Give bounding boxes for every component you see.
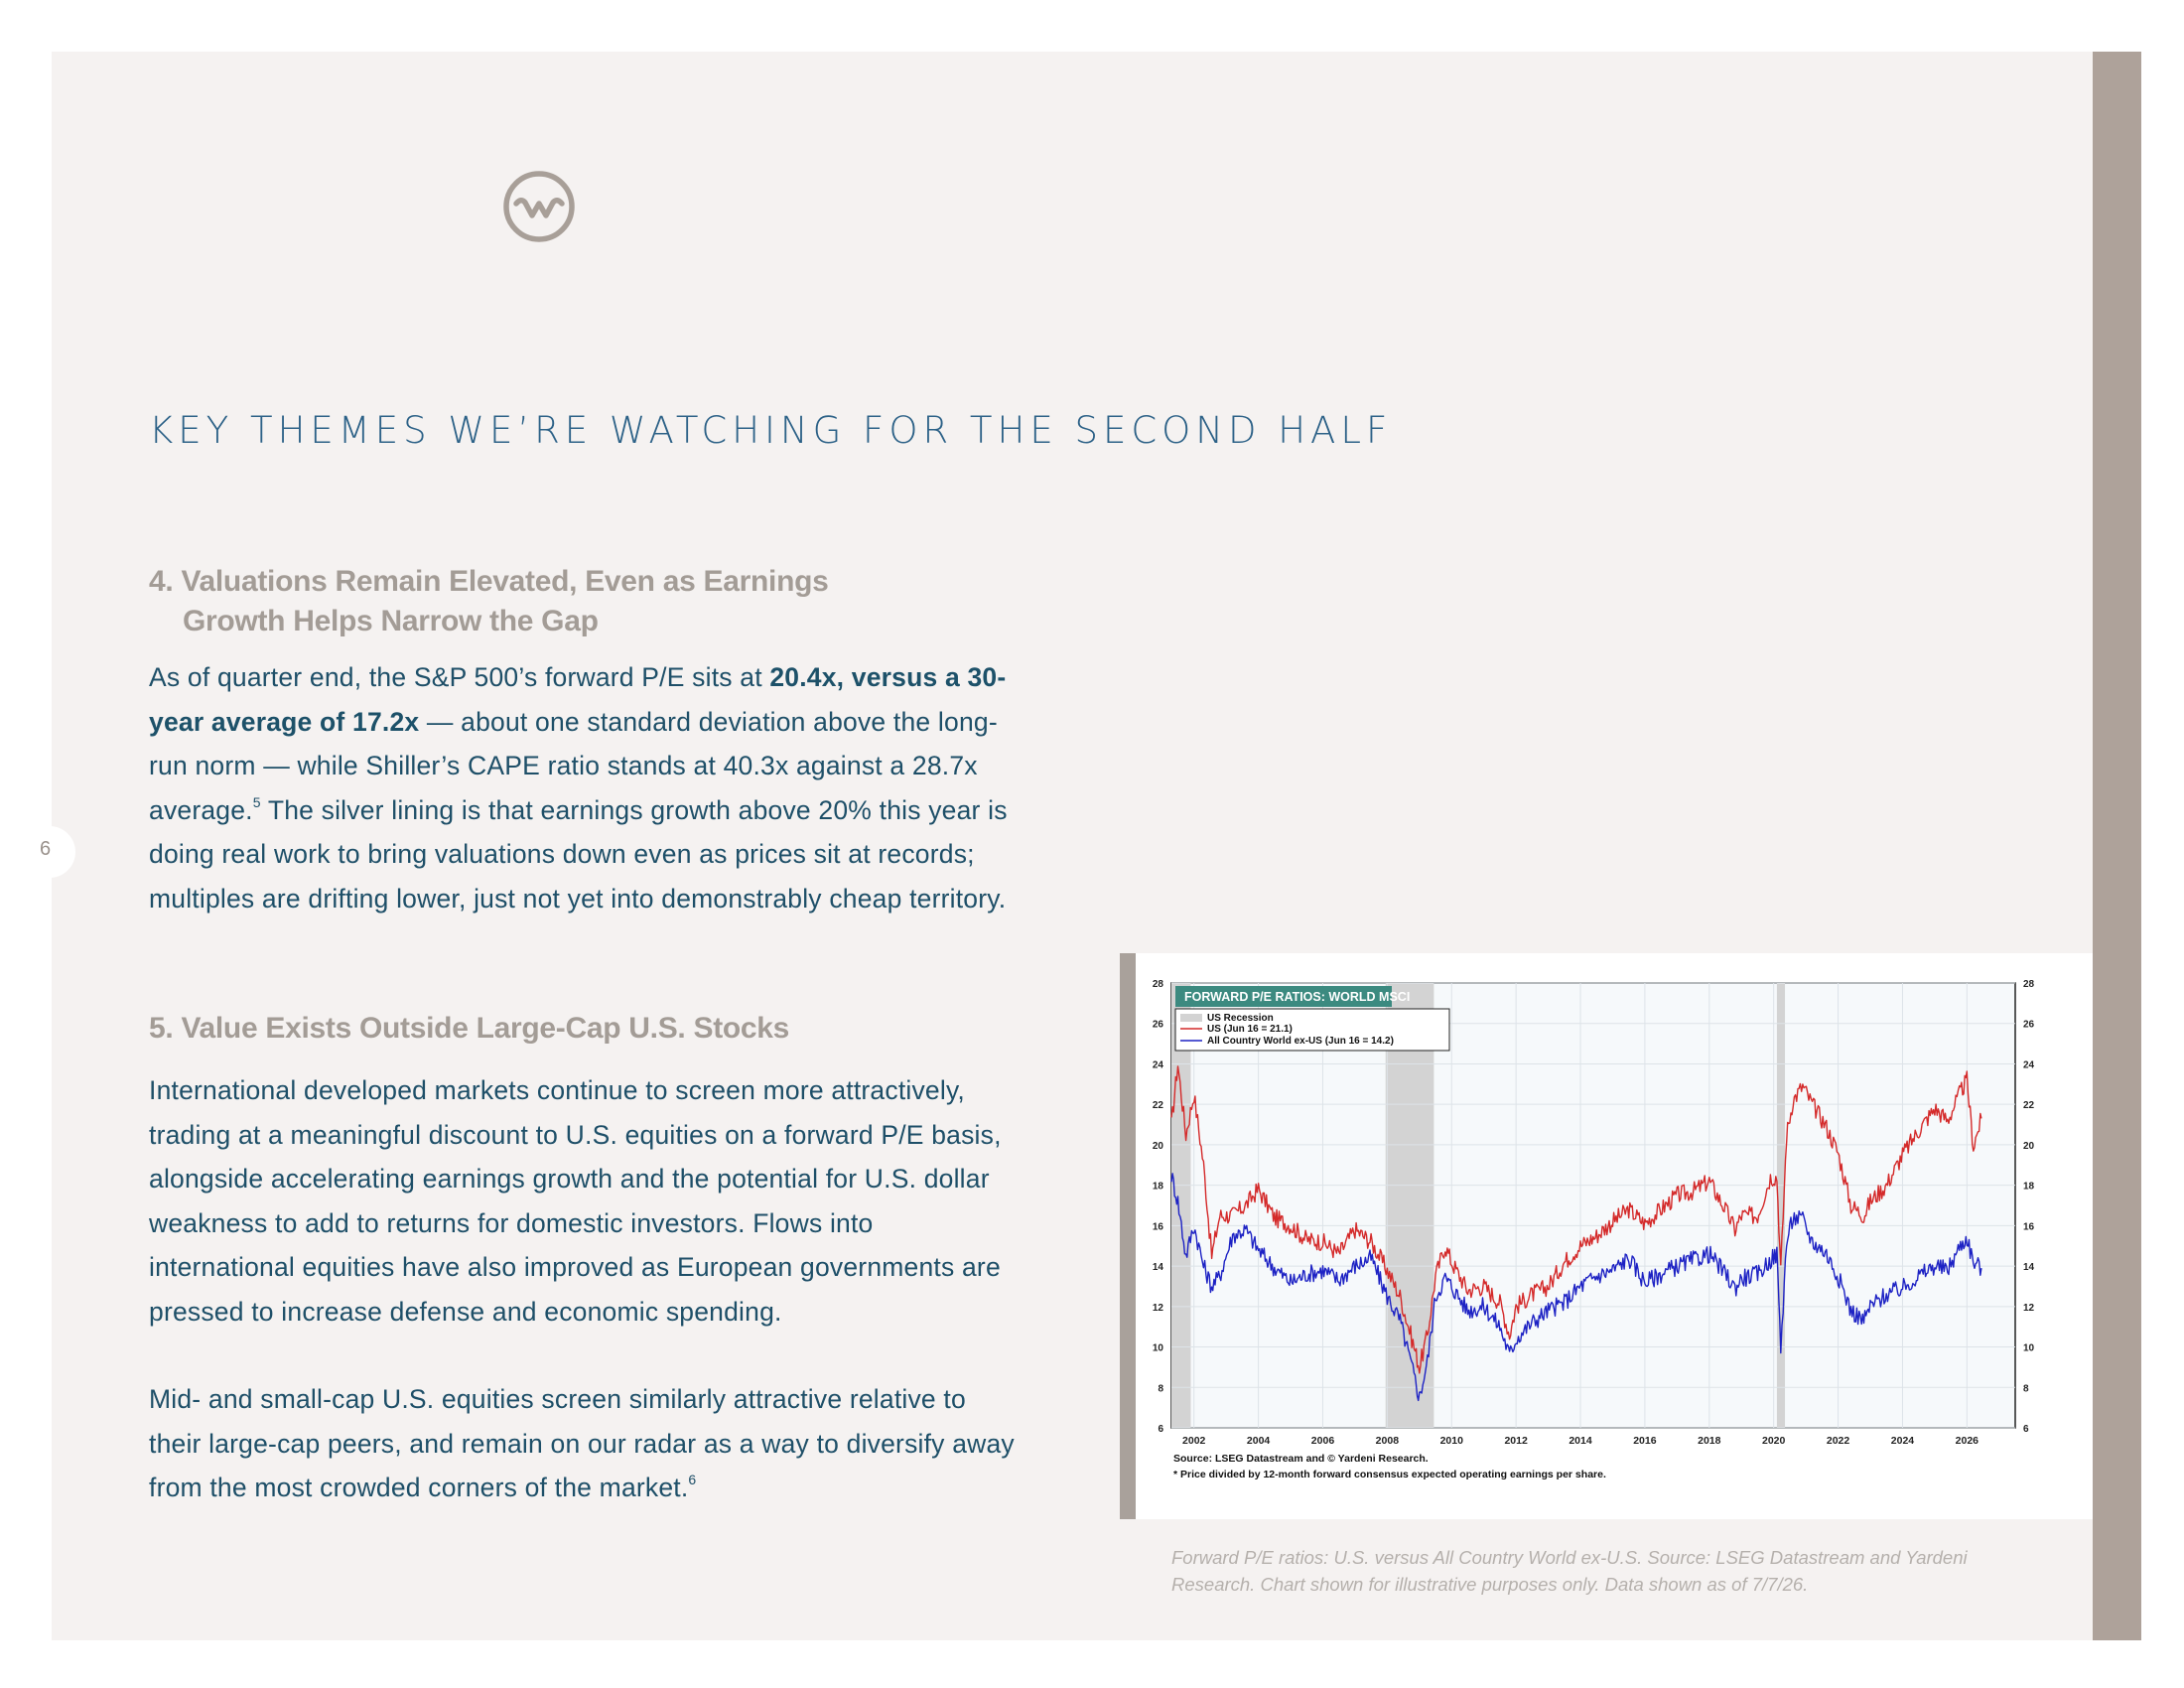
y-tick-right-26: 26 xyxy=(2023,1019,2035,1031)
chart-footnote: * Price divided by 12-month forward consensus expected operating earnings per share. xyxy=(1173,1469,1606,1480)
page-accent-bar xyxy=(2093,52,2141,1640)
x-tick-2016: 2016 xyxy=(1633,1435,1657,1447)
x-tick-2004: 2004 xyxy=(1246,1435,1271,1447)
page-number: 6 xyxy=(40,838,52,860)
y-tick-right-14: 14 xyxy=(2023,1262,2035,1274)
chart-panel xyxy=(1120,953,2093,1519)
y-tick-left-18: 18 xyxy=(1152,1181,1163,1193)
section-4 xyxy=(149,562,1023,920)
x-tick-2014: 2014 xyxy=(1569,1435,1592,1447)
chart-caption: Forward P/E ratios: U.S. versus All Country World ex-U.S. Source: LSEG Datastream and Yardeni Research. Chart shown for illustrative purposes only. Data shown as of 7/7/26. xyxy=(1171,1547,1968,1595)
x-tick-2010: 2010 xyxy=(1439,1435,1463,1447)
y-tick-left-14: 14 xyxy=(1152,1262,1163,1274)
section-5-title: 5. Value Exists Outside Large-Cap U.S. Stocks xyxy=(149,1012,790,1045)
section-5-paragraph-1: International developed markets continue to screen more attractively, trading at a meaningful discount to U.S. equities on a forward P/E basis, alongside accelerating earnings growth and the potential for U.S. dollar weakness to add to returns for domestic investors. Flows into international equities have also improved as European governments are pressed to increase defense and economic spending. xyxy=(149,1075,1002,1327)
x-tick-2006: 2006 xyxy=(1310,1435,1335,1447)
w-circle-logo-icon xyxy=(501,169,577,244)
section-4-title-line1: 4. Valuations Remain Elevated, Even as Earnings xyxy=(149,565,829,598)
y-tick-left-20: 20 xyxy=(1152,1140,1163,1152)
chart-title: FORWARD P/E RATIOS: WORLD MSCI xyxy=(1184,990,1411,1004)
y-tick-right-18: 18 xyxy=(2023,1181,2035,1193)
y-tick-left-12: 12 xyxy=(1152,1302,1163,1314)
section-4-paragraph xyxy=(149,655,1023,920)
page-heading: KEY THEMES WE’RE WATCHING FOR THE SECOND HALF xyxy=(149,409,1393,452)
y-tick-right-16: 16 xyxy=(2023,1221,2035,1233)
footnote-ref-5: 5 xyxy=(252,793,261,810)
section-5-paragraph-2 xyxy=(149,1377,1023,1510)
section-4-title-line2: Growth Helps Narrow the Gap xyxy=(183,605,599,637)
x-tick-2018: 2018 xyxy=(1698,1435,1721,1447)
y-tick-right-20: 20 xyxy=(2023,1140,2035,1152)
legend-label-0: US (Jun 16 = 21.1) xyxy=(1207,1024,1293,1035)
legend-swatch-recession xyxy=(1180,1014,1202,1022)
section-4-text-a: As of quarter end, the S&P 500’s forward P/E sits at xyxy=(149,662,770,692)
y-tick-right-24: 24 xyxy=(2023,1059,2035,1071)
section-5 xyxy=(149,1009,1023,1510)
x-tick-2012: 2012 xyxy=(1504,1435,1528,1447)
section-4-highlight: 20.4x, versus a 30-year average of 17.2x xyxy=(149,662,1007,737)
section-4-text-b: — about one standard deviation above the long-run norm — while Shiller’s CAPE ratio stands at 40.3x against a 28.7x average. xyxy=(149,706,998,825)
y-tick-right-12: 12 xyxy=(2023,1302,2035,1314)
x-tick-2008: 2008 xyxy=(1375,1435,1400,1447)
y-tick-left-26: 26 xyxy=(1152,1019,1163,1031)
x-tick-2002: 2002 xyxy=(1182,1435,1206,1447)
y-tick-right-10: 10 xyxy=(2023,1342,2035,1354)
y-tick-left-24: 24 xyxy=(1152,1059,1163,1071)
section-4-title xyxy=(149,562,1023,641)
y-tick-left-16: 16 xyxy=(1152,1221,1163,1233)
y-tick-left-10: 10 xyxy=(1152,1342,1163,1354)
chart-source: Source: LSEG Datastream and © Yardeni Research. xyxy=(1173,1453,1429,1465)
chart-left-rule xyxy=(1120,953,1136,1519)
y-tick-right-22: 22 xyxy=(2023,1100,2035,1112)
y-tick-left-28: 28 xyxy=(1152,979,1163,990)
y-tick-left-22: 22 xyxy=(1152,1100,1163,1112)
y-tick-left-6: 6 xyxy=(1158,1424,1163,1435)
section-5-text: Mid- and small-cap U.S. equities screen similarly attractive relative to their large-cap peers, and remain on our radar as a way to diversify away from the most crowded corners of the market. xyxy=(149,1384,1015,1502)
pe-ratio-chart xyxy=(1136,953,2093,1519)
x-tick-2024: 2024 xyxy=(1890,1435,1915,1447)
footnote-ref-6: 6 xyxy=(688,1472,697,1487)
y-tick-right-8: 8 xyxy=(2023,1383,2029,1395)
x-tick-2026: 2026 xyxy=(1955,1435,1979,1447)
legend-label-recession: US Recession xyxy=(1207,1013,1274,1024)
y-tick-left-8: 8 xyxy=(1158,1383,1163,1395)
y-tick-right-28: 28 xyxy=(2023,979,2035,990)
section-4-text-c: The silver lining is that earnings growth above 20% this year is doing real work to bring valuations down even as prices sit at records; multiples are drifting lower, just not yet into demonstrably cheap territory. xyxy=(149,794,1008,914)
x-tick-2020: 2020 xyxy=(1761,1435,1786,1447)
x-tick-2022: 2022 xyxy=(1826,1435,1850,1447)
legend-label-1: All Country World ex-US (Jun 16 = 14.2) xyxy=(1207,1036,1394,1047)
y-tick-right-6: 6 xyxy=(2023,1424,2029,1435)
